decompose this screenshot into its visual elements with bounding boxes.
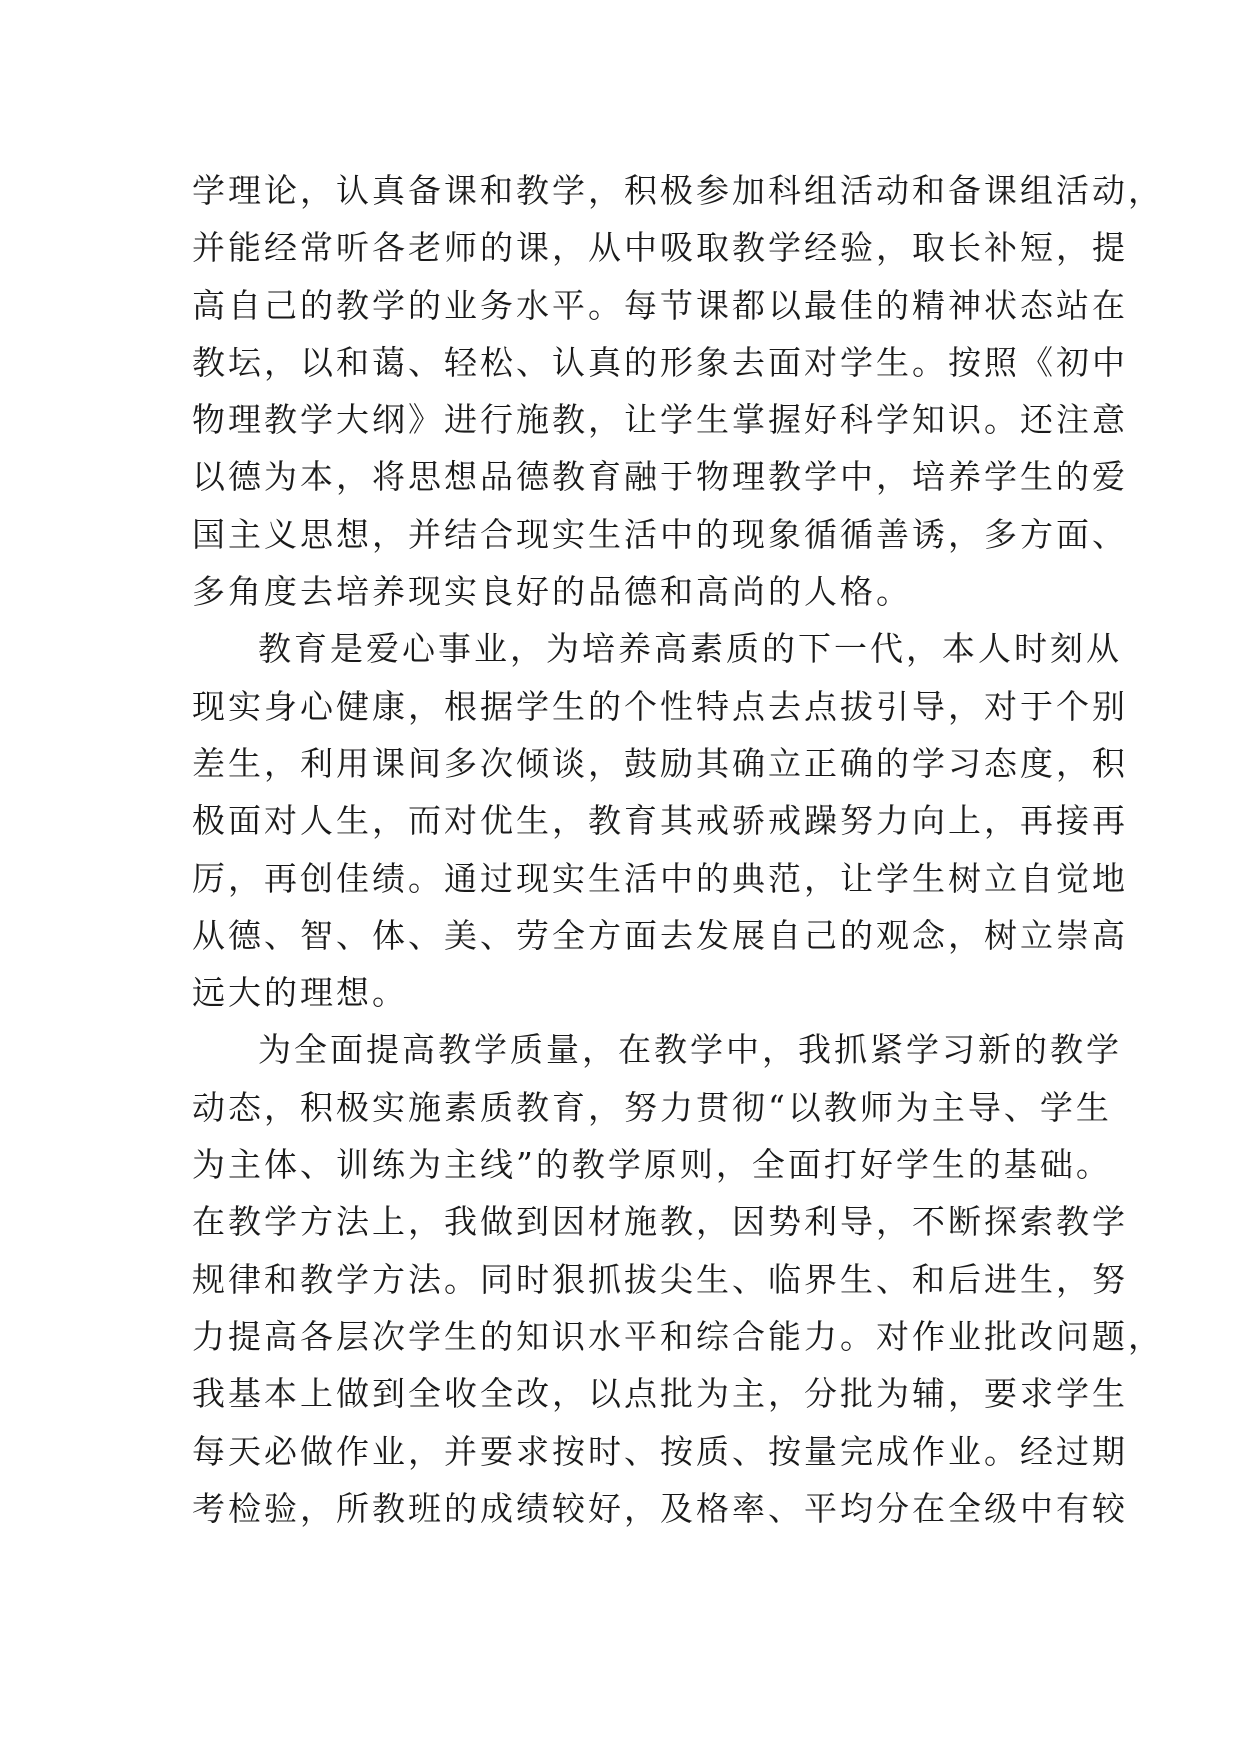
paragraph-first-line: 教育是爱心事业，为培养高素质的下一代，本人时刻从 [258,629,1122,669]
text-line: 远大的理想。 [192,973,408,1013]
text-line: 厉，再创佳绩。通过现实生活中的典范，让学生树立自觉地 [192,858,1128,898]
text-line: 差生，利用课间多次倾谈，鼓励其确立正确的学习态度，积 [192,743,1128,783]
text-line: 物理教学大纲》进行施教，让学生掌握好科学知识。还注意 [192,400,1128,440]
text-line: 为主体、训练为主线”的教学原则，全面打好学生的基础。 [192,1145,1112,1185]
body-text [192,162,1164,1537]
text-line: 我基本上做到全收全改，以点批为主，分批为辅，要求学生 [192,1374,1128,1414]
text-line: 规律和教学方法。同时狠抓拔尖生、临界生、和后进生，努 [192,1259,1128,1299]
text-line: 以德为本，将思想品德教育融于物理教学中，培养学生的爱 [192,457,1128,497]
text-line: 极面对人生，而对优生，教育其戒骄戒躁努力向上，再接再 [192,801,1128,841]
text-line: 学理论，认真备课和教学，积极参加科组活动和备课组活动， [192,171,1164,210]
text-line: 力提高各层次学生的知识水平和综合能力。对作业批改问题， [192,1316,1164,1356]
text-line: 考检验，所教班的成绩较好，及格率、平均分在全级中有较 [192,1488,1128,1528]
text-line: 国主义思想，并结合现实生活中的现象循循善诱，多方面、 [192,514,1128,554]
text-line: 在教学方法上，我做到因材施教，因势利导，不断探索教学 [192,1202,1128,1242]
text-line: 并能经常听各老师的课，从中吸取教学经验，取长补短，提 [192,228,1128,268]
text-line: 高自己的教学的业务水平。每节课都以最佳的精神状态站在 [192,285,1128,325]
text-line: 多角度去培养现实良好的品德和高尚的人格。 [192,572,912,612]
text-line: 从德、智、体、美、劳全方面去发展自己的观念，树立崇高 [192,915,1128,955]
paragraph-first-line: 为全面提高教学质量，在教学中，我抓紧学习新的教学 [258,1030,1122,1070]
text-line: 每天必做作业，并要求按时、按质、按量完成作业。经过期 [192,1431,1128,1471]
text-line: 动态，积极实施素质教育，努力贯彻“以教师为主导、学生 [192,1087,1112,1127]
text-line: 现实身心健康，根据学生的个性特点去点拔引导，对于个别 [192,686,1128,726]
text-line: 教坛，以和蔼、轻松、认真的形象去面对学生。按照《初中 [192,342,1128,382]
